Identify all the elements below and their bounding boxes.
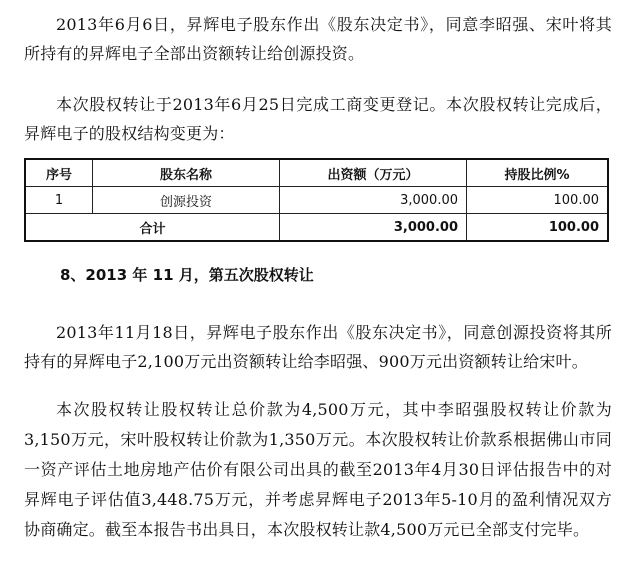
cell-ratio: 100.00 bbox=[467, 187, 609, 214]
table-total-row bbox=[25, 214, 608, 242]
cell-capital: 3,000.00 bbox=[280, 187, 467, 214]
header-index: 序号 bbox=[25, 159, 93, 187]
total-label: 合计 bbox=[25, 214, 280, 242]
cell-index: 1 bbox=[25, 187, 93, 214]
shareholding-table bbox=[24, 158, 609, 242]
cell-shareholder: 创源投资 bbox=[93, 187, 280, 214]
paragraph-4: 本次股权转让股权转让总价款为4,500万元，其中李昭强股权转让价款为3,150万元，宋叶股权转让价款为1,350万元。本次股权转让价款系根据佛山市同一资产评估土地房地产估价有限公司出具的截至2013年4月30日评估报告中的对昇辉电子评估值3,448.75万元，并考虑昇辉电子2013年5-10月的盈利情况双方协商确定。截至本报告书出具日，本次股权转让款4,500万元已全部支付完毕。 bbox=[24, 400, 612, 539]
header-capital: 出资额（万元） bbox=[280, 159, 467, 187]
total-ratio: 100.00 bbox=[467, 214, 609, 242]
total-capital: 3,000.00 bbox=[280, 214, 467, 242]
table-row bbox=[25, 187, 608, 214]
paragraph-2: 本次股权转让于2013年6月25日完成工商变更登记。本次股权转让完成后，昇辉电子的股权结构变更为： bbox=[24, 95, 612, 143]
table-header-row bbox=[25, 159, 608, 187]
header-ratio: 持股比例% bbox=[467, 159, 609, 187]
header-shareholder: 股东名称 bbox=[93, 159, 280, 187]
section-heading: 8、2013 年 11 月，第五次股权转让 bbox=[60, 266, 314, 284]
paragraph-1: 2013年6月6日，昇辉电子股东作出《股东决定书》，同意李昭强、宋叶将其所持有的昇辉电子全部出资额转让给创源投资。 bbox=[24, 15, 612, 63]
paragraph-3: 2013年11月18日，昇辉电子股东作出《股东决定书》，同意创源投资将其所持有的昇辉电子2,100万元出资额转让给李昭强、900万元出资额转让给宋叶。 bbox=[24, 323, 612, 371]
